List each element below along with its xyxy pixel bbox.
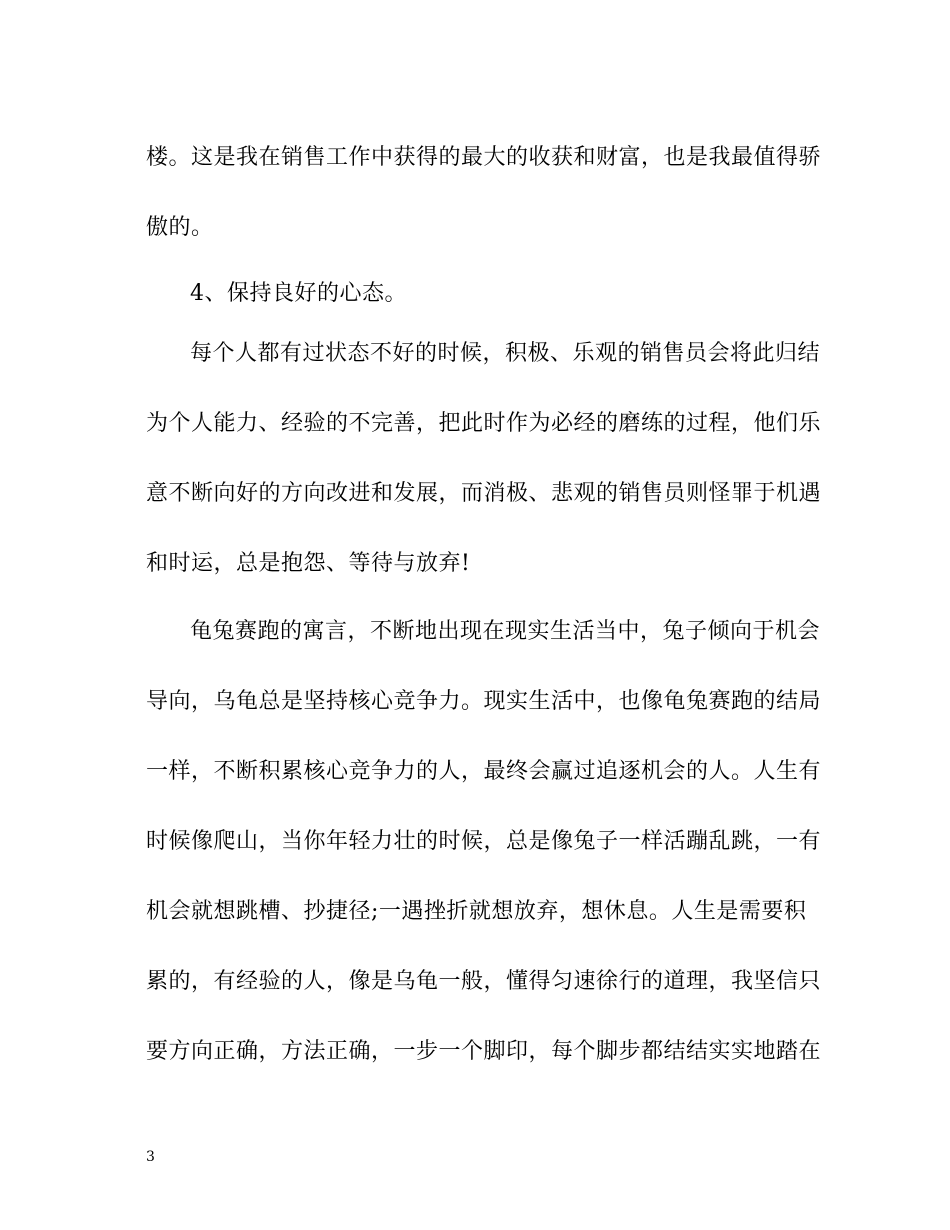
- text-line: 为个人能力、经验的不完善，把此时作为必经的磨练的过程，他们乐: [146, 411, 822, 436]
- text-line: 意不断向好的方向改进和发展，而消极、悲观的销售员则怪罪于机遇: [146, 481, 822, 506]
- text-line: 每个人都有过状态不好的时候，积极、乐观的销售员会将此归结: [190, 341, 821, 366]
- text-line: 导向，乌龟总是坚持核心竞争力。现实生活中，也像龟兔赛跑的结局: [146, 689, 822, 714]
- text-line: 傲的。: [146, 215, 214, 240]
- page-number: 3: [146, 1149, 155, 1165]
- text-line: 时候像爬山，当你年轻力壮的时候，总是像兔子一样活蹦乱跳，一有: [146, 829, 822, 854]
- text-line: 机会就想跳槽、抄捷径;一遇挫折就想放弃，想休息。人生是需要积: [146, 899, 807, 924]
- text-line: 一样，不断积累核心竞争力的人，最终会赢过追逐机会的人。人生有: [146, 759, 822, 784]
- text-line: 和时运，总是抱怨、等待与放弃!: [146, 551, 471, 576]
- text-line: 要方向正确，方法正确，一步一个脚印，每个脚步都结结实实地踏在: [146, 1039, 822, 1064]
- text-line: 龟兔赛跑的寓言，不断地出现在现实生活当中，兔子倾向于机会: [190, 619, 821, 644]
- section-heading: 4、保持良好的心态。: [190, 281, 407, 306]
- text-line: 楼。这是我在销售工作中获得的最大的收获和财富，也是我最值得骄: [146, 145, 822, 170]
- text-line: 累的，有经验的人，像是乌龟一般，懂得匀速徐行的道理，我坚信只: [146, 969, 822, 994]
